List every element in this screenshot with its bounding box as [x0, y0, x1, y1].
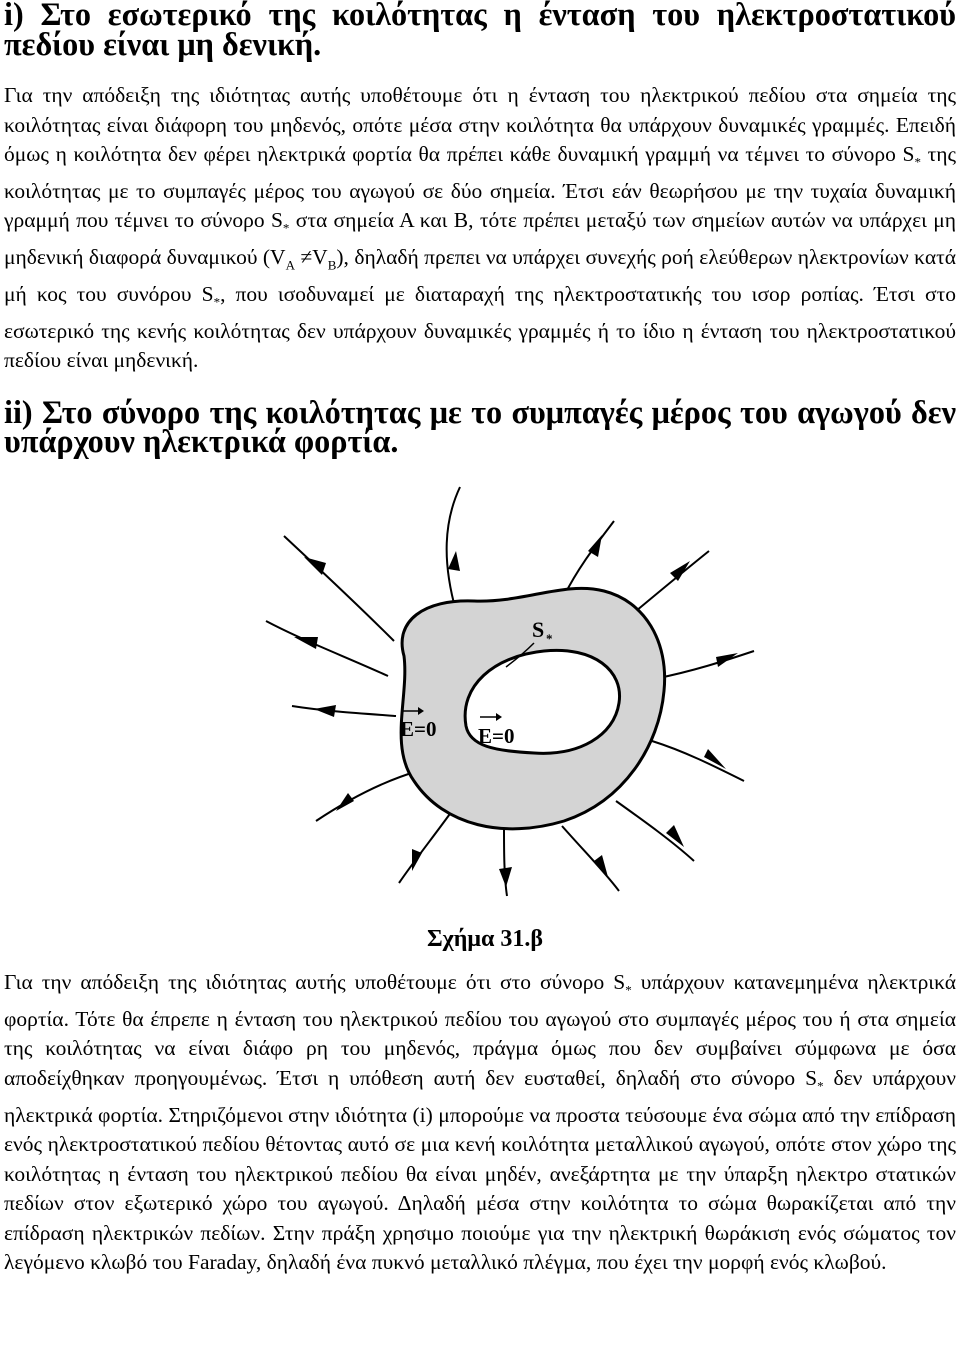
s-star-subscript: * [817, 1078, 824, 1094]
field-line [616, 801, 694, 861]
field-line [292, 706, 396, 716]
va-subscript: A [285, 257, 295, 273]
outer-field-label: E=0 [400, 716, 437, 741]
section-i-text-3: στα σημεία Α και Β, τότε πρέπει μεταξύ των σημείων αυτών να υπάρχει μη μηδενική διαφορά δυναμικού (V [4, 208, 956, 270]
figure-31b [4, 481, 956, 921]
field-line [562, 826, 619, 891]
arrow-head [499, 867, 512, 887]
section-i-heading: i) Στο εσωτερικό της κοιλότητας η ένταση του ηλεκτροστατικού πεδίου είναι μη δενική. [4, 0, 956, 62]
s-star-subscript: * [625, 982, 632, 998]
arrow-head [716, 653, 738, 667]
field-line [654, 651, 754, 679]
field-line [284, 536, 394, 641]
document-page [4, 0, 956, 1278]
surface-label: S [532, 616, 545, 642]
arrow-head [448, 551, 460, 571]
s-star-subscript: * [914, 154, 921, 170]
vb-subscript: B [327, 257, 337, 273]
s-star-subscript: * [282, 220, 290, 236]
arrow-head [666, 825, 684, 847]
final-paragraph [4, 968, 956, 1278]
field-line [399, 811, 452, 883]
arrow-head [336, 793, 354, 811]
field-line [316, 771, 418, 821]
s-star-subscript: * [213, 294, 221, 310]
section-i-paragraph [4, 81, 956, 376]
section-i-text-5: , που ισοδυναμεί με διαταραχή της ηλεκτροστατικής του ισορ ροπίας. Έτσι στο εσωτερικό της κενής κοιλότητας δεν υπάρχουν δυναμικές γραμμές ή το ίδιο η ένταση του ηλεκτροστατικού πεδίου είναι μηδενική. [4, 281, 956, 373]
arrow-head [294, 637, 318, 649]
section-ii-heading: ii) Στο σύνορο της κοιλότητας με το συμπαγές μέρος του αγωγού δεν υπάρχουν ηλεκτρικά φορτία. [4, 393, 956, 460]
figure-caption: Σχήμα 31.β [426, 925, 544, 952]
field-line [266, 621, 388, 676]
arrow-head [304, 557, 326, 575]
conductor-cavity-diagram [4, 481, 956, 921]
section-i-text-1: Για την απόδειξη της ιδιότητας αυτής υποθέτουμε ότι η ένταση του ηλεκτρικού πεδίου στα σημεία της κοιλότητας είναι διάφορη του μηδενός, οπότε μέσα στην κοιλότητα θα υπάρχουν δυναμικές γραμμές. Επειδή όμως η κοιλότητα δεν φέρει ηλεκτρικά φορτία θα πρέπει κάθε δυναμική γραμμή να τέμνει το σύνορο S [4, 83, 956, 166]
arrow-head [594, 855, 608, 877]
field-line [652, 741, 744, 781]
arrow-head [670, 561, 690, 581]
arrow-head [314, 705, 336, 717]
field-line [447, 487, 460, 611]
final-text-2: υπάρχουν κατανεμημένα ηλεκτρικά φορτία. Τότε θα έπρεπε η ένταση του ηλεκτρικού πεδίου του αγωγού στο συμπαγές μέρος του ή στα σημεία της κοιλότητας να είναι διάφο ρη του μηδενός, πράγμα όμως που δεν συμβαίνει σύμφωνα με όσα αποδείχθηκαν προηγουμένως. Έτσι η υπόθεση αυτή δεν ευσταθεί, δηλαδή στο σύνορο S [4, 970, 957, 1090]
inner-field-label: E=0 [478, 723, 515, 748]
section-i-text-2: της κοιλότητας με το συμπαγές μέρος του αγωγού σε δύο σημεία. Έτσι εάν θεωρήσου με την τυχαία δυναμική γραμμή που τέμνει το σύνορο S [4, 142, 956, 233]
final-text-1: Για την απόδειξη της ιδιότητας αυτής υποθέτουμε ότι στο σύνορο S [4, 970, 626, 995]
final-text-3: δεν υπάρχουν ηλεκτρικά φορτία. Στηριζόμενοι στην ιδιότητα (i) μπορούμε να προστα τεύσουμε ένα σώμα από την επίδραση ενός ηλεκτροστατικού πεδίου θέτοντας αυτό σε μια κενή κοιλότητα μεταλλικού αγωγού, οπότε στον χώρο της κοιλότητας η ένταση του ηλεκτρικού πεδίου θα είναι μηδέν, ανεξάρτητα με την ύπαρξη ηλεκτρο στατικών πεδίων στον εξωτερικό χώρο του αγωγού. Δηλαδή μέσα στην κοιλότητα το σώμα θωρακίζεται από την επίδραση ηλεκτρικών πεδίων. Στην πράξη χρησιμο ποιούμε για την ηλεκτρική θωράκιση ενός σώματος τον λεγόμενο κλωβό του Faraday, δηλαδή ένα πυκνό μεταλλικό πλέγμα, που έχει την μορφή ενός κλωβού. [4, 1065, 956, 1275]
field-line [564, 521, 614, 596]
neq-symbol: ≠V [294, 245, 328, 270]
surface-label-sub: * [546, 630, 553, 646]
section-i-text-4: ), δηλαδή πρεπει να υπάρχει συνεχής ροή ελεύθερων ηλεκτρονίων κατά μή κος του συνόρου S [4, 245, 956, 306]
